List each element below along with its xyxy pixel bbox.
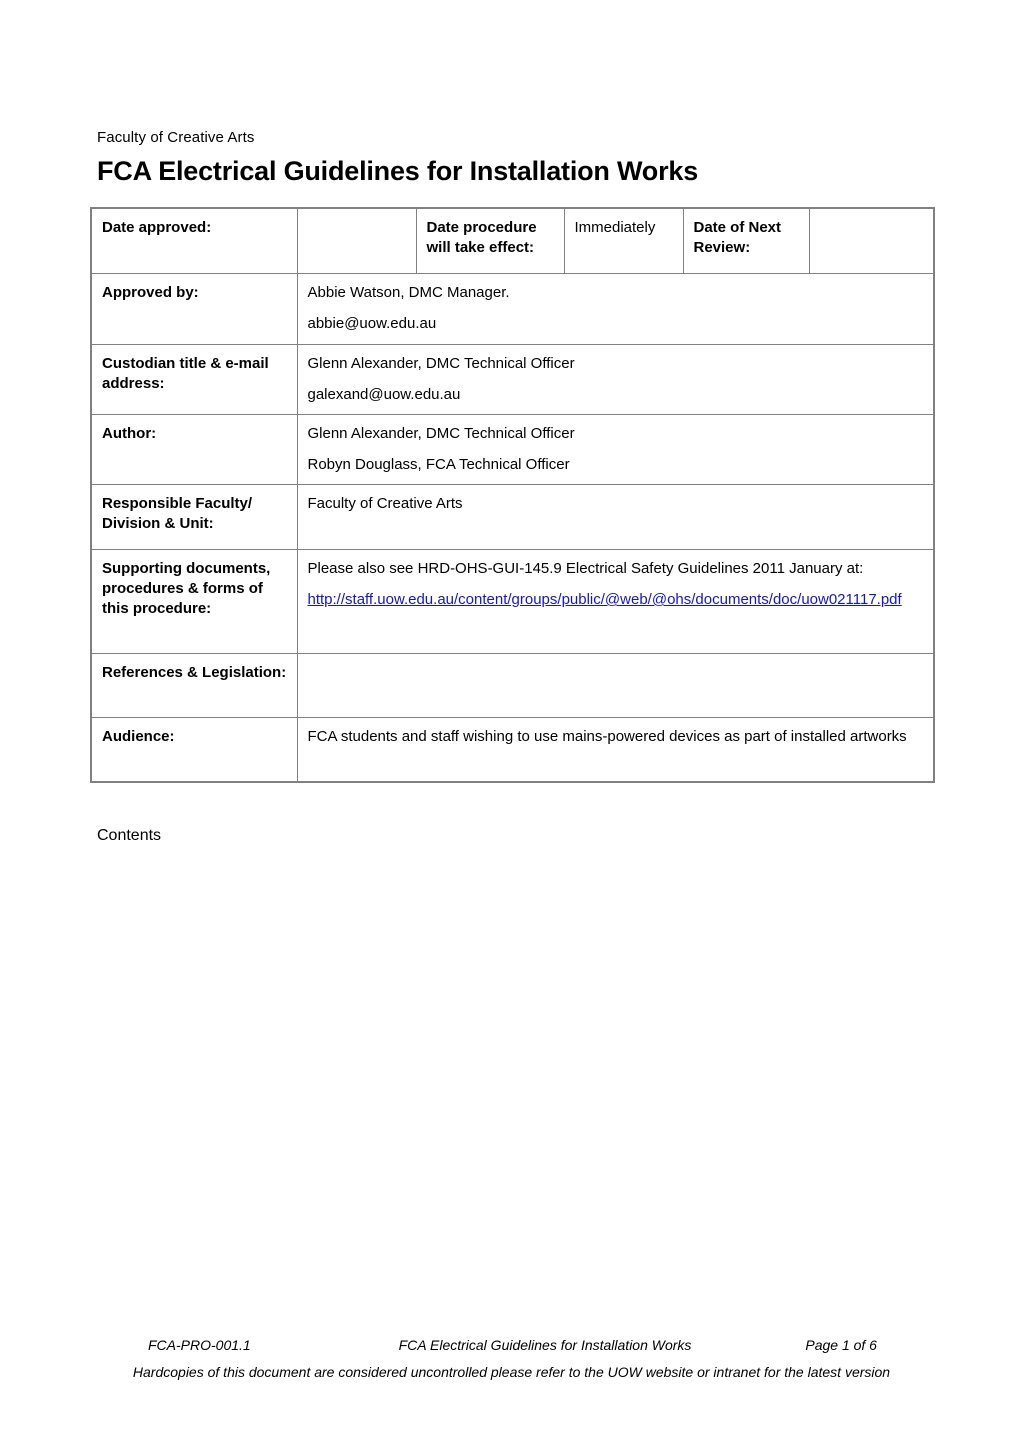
label-supporting-documents: Supporting documents, procedures & forms of this procedure: [91, 550, 297, 654]
value-audience: FCA students and staff wishing to use mains-powered devices as part of installed artworks [297, 718, 934, 783]
value-date-approved[interactable] [297, 208, 416, 274]
approved-by-email: abbie@uow.edu.au [307, 315, 437, 332]
value-supporting-documents [297, 550, 934, 654]
footer-document-code: FCA-PRO-001.1 [148, 1337, 251, 1353]
faculty-name: Faculty of Creative Arts [97, 129, 255, 146]
table-row-audience [91, 718, 934, 783]
value-date-effect: Immediately [564, 208, 683, 274]
value-approved-by [297, 274, 934, 345]
value-responsible-faculty: Faculty of Creative Arts [297, 485, 934, 550]
table-row-author [91, 415, 934, 485]
page-title: FCA Electrical Guidelines for Installation Works [97, 156, 699, 186]
author-name-1: Glenn Alexander, DMC Technical Officer [307, 425, 575, 442]
footer-disclaimer: Hardcopies of this document are considered uncontrolled please refer to the UOW website or intranet for the latest version [132, 1364, 891, 1380]
contents-heading: Contents [97, 827, 162, 844]
table-row-approved-by [91, 274, 934, 345]
value-author [297, 415, 934, 485]
table-row-references [91, 654, 934, 718]
author-name-2: Robyn Douglass, FCA Technical Officer [307, 456, 570, 473]
supporting-documents-text: Please also see HRD-OHS-GUI-145.9 Electrical Safety Guidelines 2011 January at: [307, 560, 864, 577]
label-date-next-review: Date of Next Review: [683, 208, 809, 274]
custodian-email: galexand@uow.edu.au [307, 386, 461, 403]
label-date-approved: Date approved: [91, 208, 297, 274]
table-row-date-approved [91, 208, 934, 274]
custodian-name: Glenn Alexander, DMC Technical Officer [307, 355, 575, 372]
label-audience: Audience: [91, 718, 297, 783]
label-author: Author: [91, 415, 297, 485]
value-custodian [297, 345, 934, 415]
document-header [97, 128, 937, 188]
value-references-legislation[interactable] [297, 654, 934, 718]
table-row-supporting-documents [91, 550, 934, 654]
page-footer [90, 1336, 933, 1382]
supporting-documents-link[interactable]: http://staff.uow.edu.au/content/groups/public/@web/@ohs/documents/doc/uow021117.pdf [307, 591, 902, 608]
table-row-custodian [91, 345, 934, 415]
label-date-effect: Date procedure will take effect: [416, 208, 564, 274]
document-metadata-table [90, 207, 935, 783]
label-references-legislation: References & Legislation: [91, 654, 297, 718]
footer-page-number: Page 1 of 6 [805, 1337, 877, 1353]
footer-document-title: FCA Electrical Guidelines for Installation Works [398, 1337, 692, 1353]
approved-by-name: Abbie Watson, DMC Manager. [307, 284, 510, 301]
label-responsible-faculty: Responsible Faculty/ Division & Unit: [91, 485, 297, 550]
label-approved-by: Approved by: [91, 274, 297, 345]
value-date-next-review[interactable] [809, 208, 934, 274]
table-row-responsible-faculty [91, 485, 934, 550]
label-custodian: Custodian title & e-mail address: [91, 345, 297, 415]
